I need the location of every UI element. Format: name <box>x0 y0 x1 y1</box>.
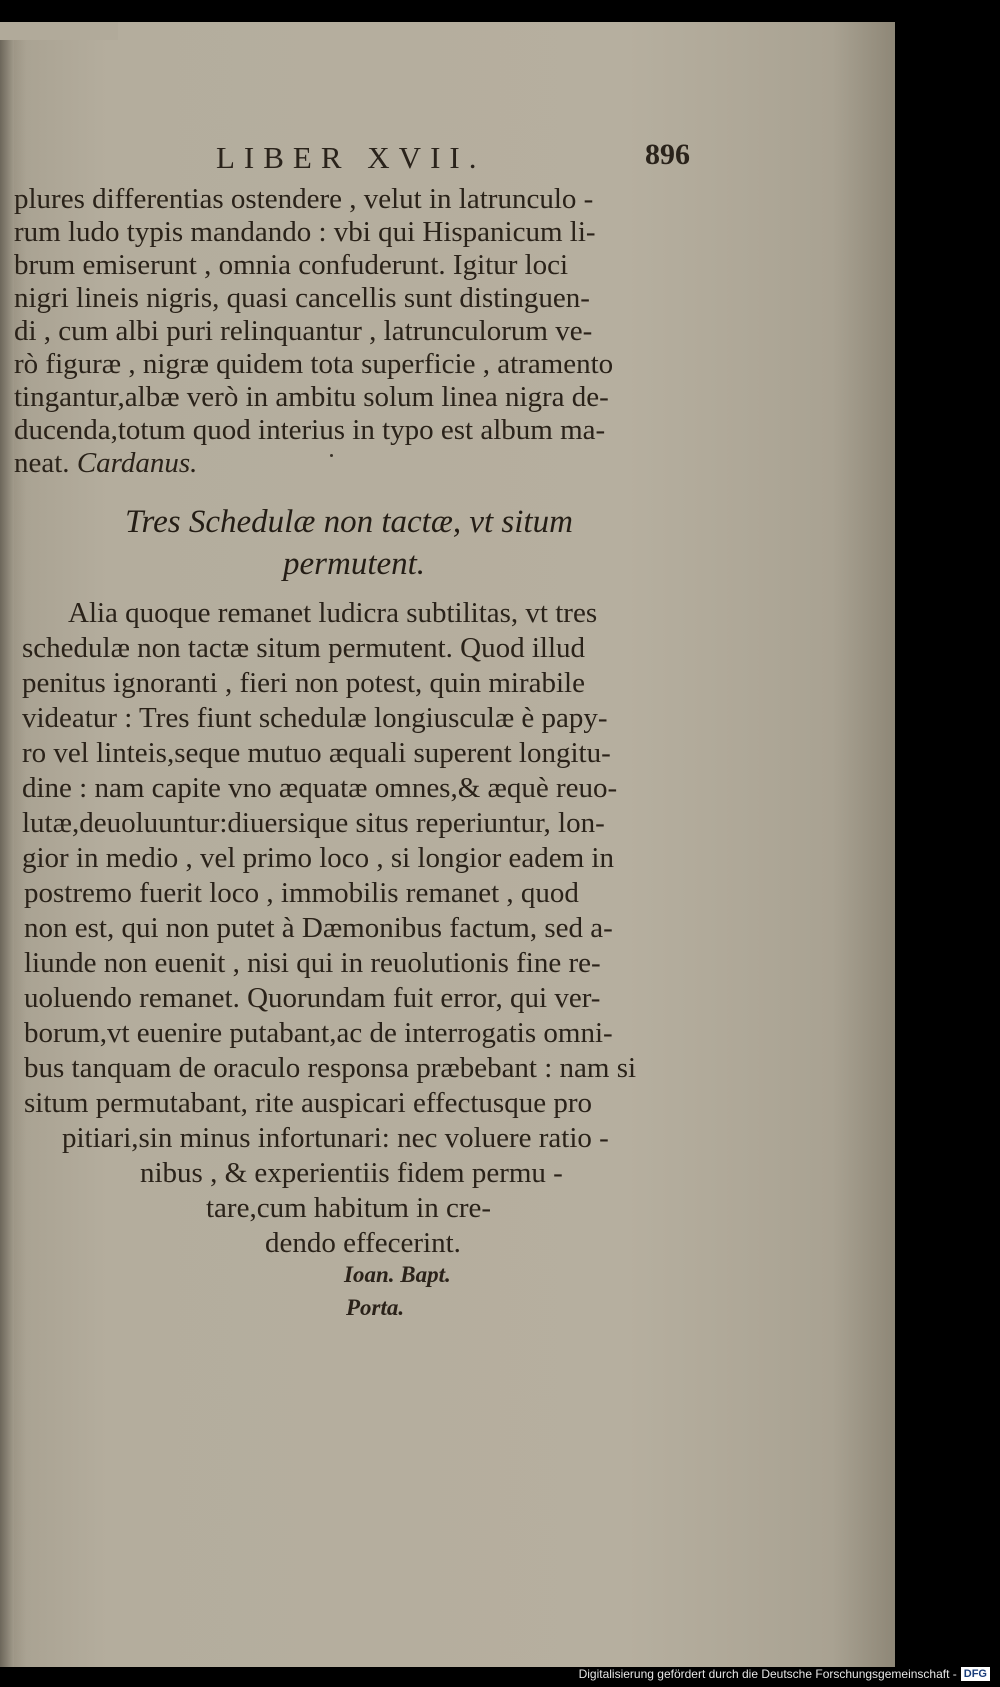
text-line: borum,vt euenire putabant,ac de interrogatis omni- <box>24 1017 613 1049</box>
page-top-strip <box>0 22 118 40</box>
text-line: videatur : Tres fiunt schedulæ longiusculæ è papy- <box>22 702 608 734</box>
book-page <box>0 22 895 1667</box>
text-line: uoluendo remanet. Quorundam fuit error, qui ver- <box>24 982 601 1014</box>
author-signature-line-2: Porta. <box>346 1295 405 1320</box>
text-line: ducenda,totum quod interius in typo est album ma- <box>14 414 606 446</box>
text-line: situm permutabant, rite auspicari effectusque pro <box>24 1087 592 1119</box>
text-line: pitiari,sin minus infortunari: nec voluere ratio - <box>62 1122 609 1154</box>
text-line: dendo effecerint. <box>265 1227 461 1259</box>
text-line: non est, qui non putet à Dæmonibus factum, sed a- <box>24 912 613 944</box>
text-line: gior in medio , vel primo loco , si longior eadem in <box>22 842 614 874</box>
text-line: lutæ,deuoluuntur:diuersique situs reperiuntur, lon- <box>22 807 605 839</box>
text-line: brum emiserunt , omnia confuderunt. Igitur loci <box>14 249 569 281</box>
text-fragment: neat. <box>14 447 70 479</box>
text-line: Alia quoque remanet ludicra subtilitas, vt tres <box>68 597 598 629</box>
author-attribution: Cardanus. <box>76 447 198 479</box>
text-line: rò figuræ , nigræ quidem tota superficie , atramento <box>14 348 614 380</box>
section-heading-line-1: Tres Schedulæ non tactæ, vt situm <box>125 504 573 540</box>
text-line-last <box>14 446 197 480</box>
text-line: di , cum albi puri relinquantur , latrunculorum ve- <box>14 315 593 347</box>
page-number: 896 <box>645 138 690 171</box>
text-line: nigri lineis nigris, quasi cancellis sunt distinguen- <box>14 282 590 314</box>
digitization-credit <box>579 1667 990 1681</box>
text-line: postremo fuerit loco , immobilis remanet , quod <box>24 877 579 909</box>
section-heading-line-2: permutent. <box>283 546 426 582</box>
text-line: tare,cum habitum in cre- <box>206 1192 492 1224</box>
text-line: liunde non euenit , nisi qui in reuolutionis fine re- <box>24 947 601 979</box>
text-line: penitus ignoranti , fieri non potest, quin mirabile <box>22 667 585 699</box>
text-line: dine : nam capite vno æquatæ omnes,& æquè reuo- <box>22 772 618 804</box>
page-gutter <box>0 22 14 1667</box>
author-signature-line-1: Ioan. Bapt. <box>344 1262 451 1287</box>
text-line: bus tanquam de oraculo responsa præbebant : nam si <box>24 1052 637 1084</box>
text-line: tingantur,albæ verò in ambitu solum linea nigra de- <box>14 381 609 413</box>
text-line: ro vel linteis,seque mutuo æquali superent longitu- <box>22 737 611 769</box>
text-line: nibus , & experientiis fidem permu - <box>140 1157 563 1189</box>
dfg-logo: DFG <box>961 1667 990 1681</box>
text-line: schedulæ non tactæ situm permutent. Quod illud <box>22 632 586 664</box>
running-head: LIBER XVII. <box>216 140 486 175</box>
credit-text: Digitalisierung gefördert durch die Deutsche Forschungsgemeinschaft - <box>578 1667 957 1681</box>
text-line: rum ludo typis mandando : vbi qui Hispanicum li- <box>14 216 596 248</box>
ink-speck <box>330 454 333 457</box>
text-line: plures differentias ostendere , velut in latrunculo - <box>14 183 594 215</box>
